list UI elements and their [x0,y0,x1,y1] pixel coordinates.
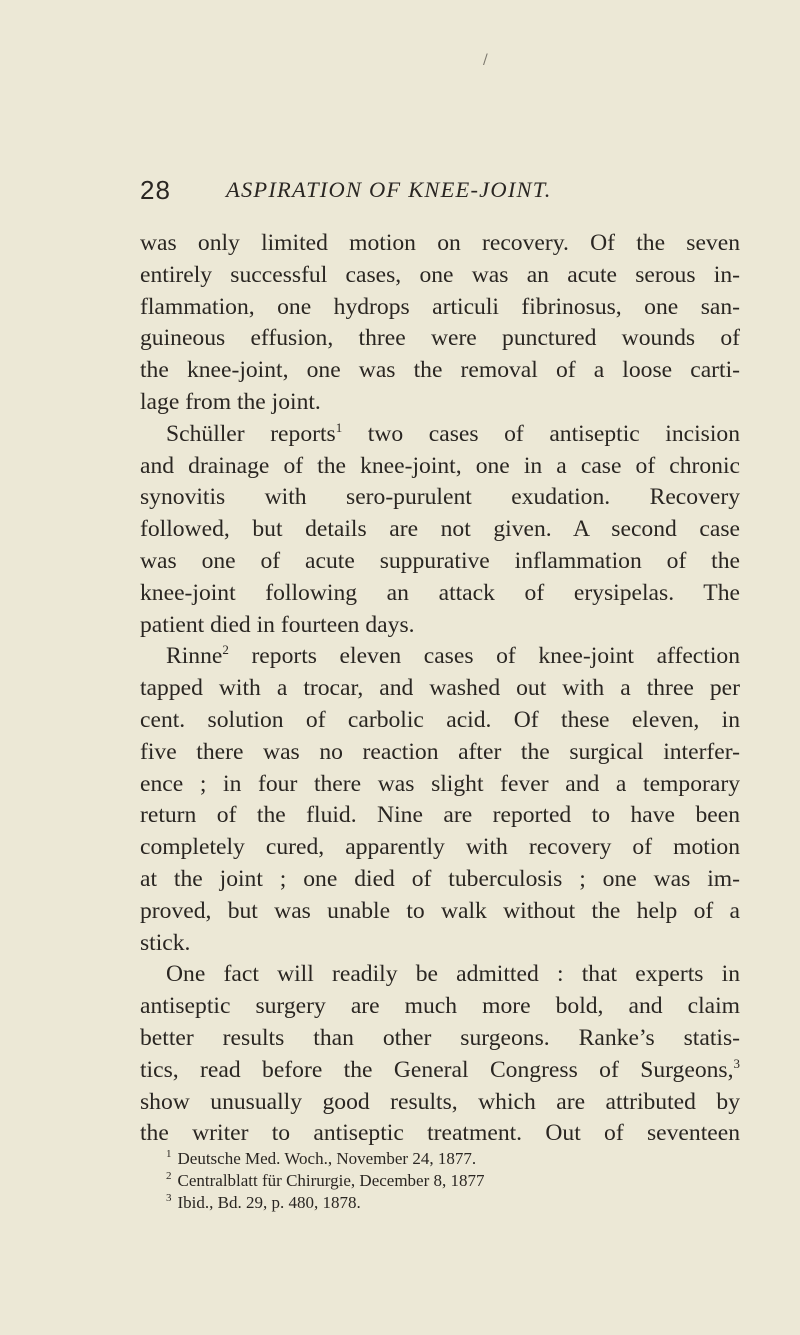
footnote-ref-1: 1 [335,419,343,435]
rinne-lead: Rinne [166,643,223,670]
footnote-marker: 2 [166,1170,172,1183]
text-line: return of the fluid. Nine are reported to have been [140,802,740,829]
text-line: patient died in fourteen days. [140,611,415,638]
body-text [140,228,740,1150]
footnote-text: Deutsche Med. Woch., November 24, 1877. [177,1149,477,1168]
footnote-1 [166,1148,726,1170]
page-number: 28 [140,175,171,205]
footnote-text: Ibid., Bd. 29, p. 480, 1878. [177,1193,361,1212]
text-line: antiseptic surgery are much more bold, and claim [140,993,740,1020]
footnote-ref-3: 3 [733,1055,740,1071]
text-line: entirely successful cases, one was an acute serous in- [140,261,740,288]
text-line [140,641,740,673]
footnote-marker: 1 [166,1148,172,1161]
text-line: proved, but was unable to walk without the help of a [140,897,740,924]
text-line [140,1055,740,1087]
line-rest: two cases of antiseptic incision [367,420,741,447]
footnotes [166,1148,726,1214]
text-line: followed, but details are not given. A second case [140,516,740,543]
text-line: cent. solution of carbolic acid. Of these eleven, in [140,706,740,733]
text-line: was one of acute suppurative inflammation of the [140,547,740,574]
text-line: ence ; in four there was slight fever and a temporary [140,770,740,797]
text-line: lage from the joint. [140,388,321,415]
footnote-ref-2: 2 [222,642,229,658]
text-line: was only limited motion on recovery. Of the seven [140,230,740,256]
text-line: synovitis with sero-purulent exudation. Recovery [140,484,740,511]
text-line: tapped with a trocar, and washed out with a three per [140,675,740,702]
text-line: show unusually good results, which are attributed by [140,1088,740,1115]
footnote-3 [166,1192,726,1214]
footnote-text: Centralblatt für Chirurgie, December 8, 1877 [177,1171,485,1190]
text-line: completely cured, apparently with recovery of motion [140,834,740,861]
text-line [140,419,740,451]
text-line: the writer to antiseptic treatment. Out of seventeen [140,1120,740,1147]
schuller-lead: Schüller reports [166,420,336,447]
text-line: at the joint ; one died of tuberculosis ; one was im- [140,865,740,892]
footnote-2 [166,1170,726,1192]
line-rest: reports eleven cases of knee-joint affection [251,643,740,670]
text-line: flammation, one hydrops articuli fibrinosus, one san- [140,293,740,320]
line-text: tics, read before the General Congress of Surgeons, [140,1056,734,1083]
text-line: stick. [140,929,191,956]
text-line: five there was no reaction after the surgical interfer- [140,738,740,765]
text-line: guineous effusion, three were punctured wounds of [140,325,740,352]
running-title: ASPIRATION OF KNEE-JOINT. [226,177,552,202]
page-header [140,175,740,209]
footnote-marker: 3 [166,1192,172,1205]
corner-mark: / [483,52,488,68]
text-line: the knee-joint, one was the removal of a loose carti- [140,357,740,384]
text-line: and drainage of the knee-joint, one in a case of chronic [140,452,740,479]
text-line: knee-joint following an attack of erysipelas. The [140,579,740,606]
text-line: better results than other surgeons. Ranke’s statis- [140,1024,740,1051]
text-line: One fact will readily be admitted : that experts in [166,961,740,988]
